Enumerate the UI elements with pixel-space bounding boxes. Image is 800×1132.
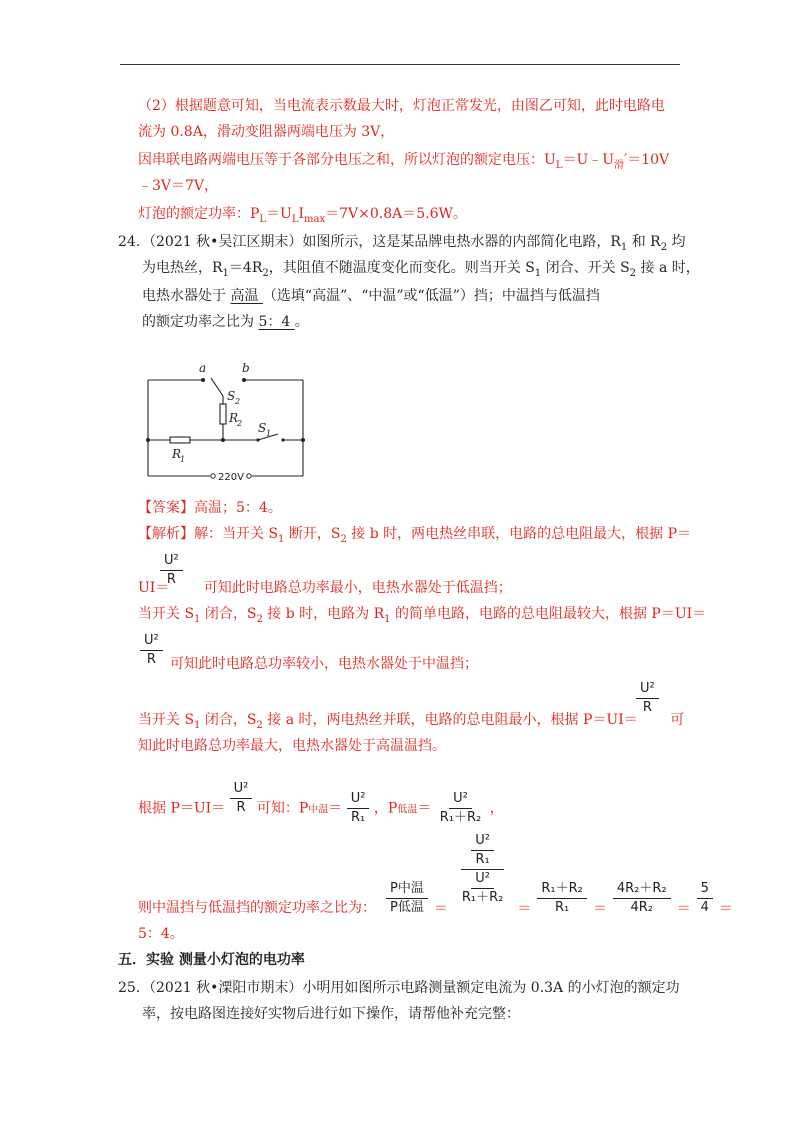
q24-line3: 电热水器处于 高温 （选填“高温”、“中温”或“低温”）挡；中温挡与低温挡 [142, 288, 600, 304]
analysis-line2: UI＝ 可知此时电路总功率最小，电热水器处于低温挡； [138, 580, 512, 596]
frac-r1r2-r1: $\frac{\text{R₁＋R₂}}{\text{R₁}}$ [537, 880, 587, 917]
q25-number: 25. [118, 980, 141, 996]
frac-pmid-plow: $\frac{\text{P中温}}{\text{P低温}}$ [386, 880, 428, 917]
label-s2-sub: 2 [235, 397, 241, 406]
label-r2: R [229, 411, 239, 425]
ratio-expression: $\frac{\text{P中温}}{\text{P低温}}$ ＝ $\frac{\frac{\text{U²}}{\text{R₁}}}{\frac{\text{U²}}{\text{R₁＋R₂}}}$ ＝ $\frac{\text{R₁＋R₂}}{\text{R₁}}$ ＝ $\frac{\text{4R₂＋R₂}}{\text{4R₂}}$ ＝ $\frac{5}{4}$ ＝ [386, 820, 733, 918]
switch-s2-blade [211, 378, 223, 396]
label-s1-sub: 1 [266, 429, 272, 438]
terminal-supply-left [211, 474, 215, 478]
header-rule [120, 64, 680, 65]
ans2-line3: 因串联电路两端电压等于各部分电压之和，所以灯泡的额定电压：$U_L=U﹣U_滑'=10V$ [138, 152, 670, 171]
frac-u2-r-2: $\frac{\text{U²}}{R}$ [140, 632, 163, 669]
frac-compound: $\frac{\frac{\text{U²}}{\text{R₁}}}{\frac{\text{U²}}{\text{R₁＋R₂}}}$ [461, 832, 504, 905]
terminal-a [201, 378, 205, 382]
q25-line1: （2021 秋•溧阳市期末）小明用如图所示电路测量额定电流为 0.3A 的小灯泡的额定功 [142, 980, 680, 996]
s1-contact [281, 438, 284, 441]
label-a: a [199, 361, 207, 375]
circuit-diagram [138, 358, 318, 493]
s1-pivot [256, 438, 259, 441]
q24-line4: 的额定功率之比为 5：4 。 [142, 314, 309, 330]
q24-line1: （2021 秋•吴江区期末）如图所示，这是某品牌电热水器的内部简化电路，$R_1$ 和 $R_2$ 均 [142, 234, 686, 253]
resistor-r1 [170, 437, 190, 443]
label-r1-sub: 1 [180, 455, 186, 464]
analysis-line3: 当开关 $S_1$ 闭合，$S_2$ 接 b 时，电路为 $R_1$ 的简单电路，电路的总电阻最较大，根据 P＝UI＝ [138, 606, 707, 625]
analysis-line9: 5：4。 [138, 926, 184, 942]
q24-blank2: 5：4 [258, 314, 295, 330]
analysis-line7: 根据 P＝UI＝ $\frac{\text{U²}}{R}$ 可知：P中温＝ $\frac{\text{U²}}{\text{R₁}}$ ，P低温＝ $\frac{\text{U²}}{\text{R₁＋R₂}}$ ， [138, 781, 504, 825]
answer-line: 【答案】高温；5：4。 [138, 500, 282, 516]
analysis-line8: 则中温挡与低温挡的额定功率之比为： [138, 900, 376, 916]
q24-number: 24. [118, 234, 141, 250]
ans2-line5: 灯泡的额定功率：$P_L=U_LI_{max}=7V\times 0.8A=5.6W$。 [138, 206, 467, 225]
analysis-line4: 可知此时电路总功率较小，电热水器处于中温挡； [170, 656, 478, 672]
frac-u2-r1r2: $\frac{\text{U²}}{\text{R₁＋R₂}}$ [439, 791, 482, 825]
terminal-supply-right [247, 474, 251, 478]
frac-u2-r-1: $\frac{\text{U²}}{R}$ [160, 552, 183, 589]
analysis-line5: 当开关 $S_1$ 闭合，$S_2$ 接 a 时，两电热丝并联，电路的总电阻最小，根据 P＝UI＝ 可 [138, 712, 685, 731]
frac-u2-r1: $\frac{\text{U²}}{\text{R₁}}$ [347, 790, 370, 827]
analysis-line6: 知此时电路总功率最大，电热水器处于高温温挡。 [138, 738, 446, 754]
terminal-b [242, 378, 246, 382]
ans2-line2: 流为 0.8A，滑动变阻器两端电压为 3V， [138, 124, 395, 140]
analysis-line1: 【解析】解：当开关 $S_1$ 断开，$S_2$ 接 b 时，两电热丝串联，电路的总电阻最大，根据 P＝ [138, 526, 692, 545]
label-s1: S [258, 421, 267, 435]
frac-4r2r2-4r2: $\frac{\text{4R₂＋R₂}}{\text{4R₂}}$ [613, 880, 671, 917]
node-right [301, 438, 305, 442]
label-s2: S [227, 389, 236, 403]
node-left [146, 438, 150, 442]
label-r1: R [172, 447, 182, 461]
section-title: 五．实验 测量小灯泡的电功率 [118, 952, 305, 968]
frac-u2-r-3: $\frac{\text{U²}}{R}$ [636, 680, 659, 717]
node-mid [221, 438, 225, 442]
frac-u2-r-4: $\frac{\text{U²}}{R}$ [230, 780, 253, 817]
analysis-tag: 【解析】 [138, 526, 194, 542]
resistor-r2 [220, 404, 226, 424]
ans2-line1: （2）根据题意可知，当电流表示数最大时，灯泡正常发光，由图乙可知，此时电路电 [138, 98, 665, 114]
label-r2-sub: 2 [237, 419, 243, 428]
label-b: b [242, 361, 250, 375]
q24-line2: 为电热丝，$R_1=4R_2$，其阻值不随温度变化而变化。则当开关 $S_1$ 闭合、开关 $S_2$ 接 a 时， [142, 260, 700, 279]
q25-line2: 率，按电路图连接好实物后进行如下操作，请帮他补充完整： [142, 1006, 520, 1022]
q24-blank1: 高温 [230, 288, 263, 304]
answer-tag: 【答案】 [138, 500, 194, 516]
ans2-line4: ﹣3V＝7V， [138, 178, 219, 194]
frac-5-4: $\frac{5}{4}$ [697, 880, 713, 917]
label-voltage: 220V [218, 472, 244, 483]
